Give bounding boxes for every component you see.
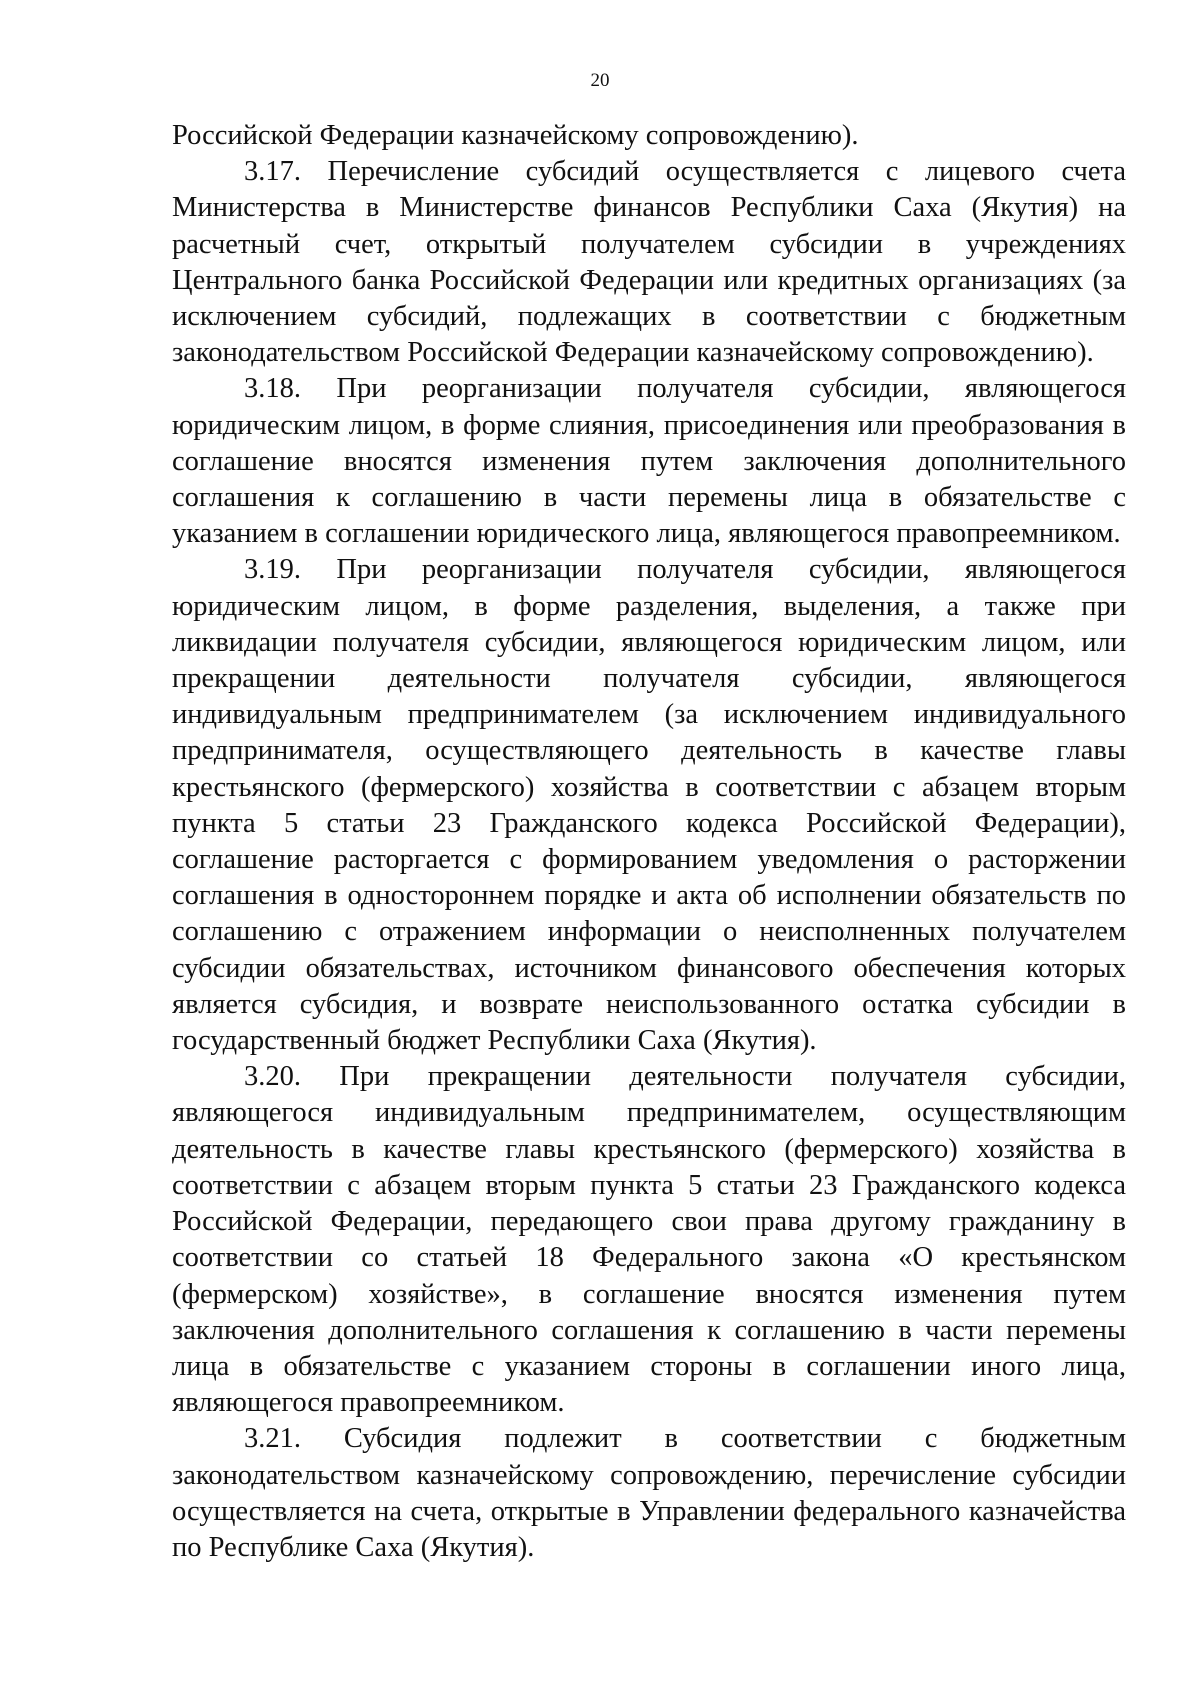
paragraph-3-17: 3.17. Перечисление субсидий осуществляется с лицевого счета Министерства в Министерстве финансов Республики Саха (Якутия) на расчетный счет, открытый получателем субсидии в учреждениях Центрального банка Российской Федерации или кредитных организациях (за исключением субсидий, подлежащих в соответствии с бюджетным законодательством Российской Федерации казначейскому сопровождению). [172, 156, 1126, 369]
paragraph-3-21: 3.21. Субсидия подлежит в соответствии с бюджетным законодательством казначейскому сопровождению, перечисление субсидии осуществляется на счета, открытые в Управлении федерального казначейства по Республике Саха (Якутия). [172, 1423, 1126, 1563]
document-body [172, 118, 1126, 1566]
paragraph-continuation: Российской Федерации казначейскому сопровождению). [172, 120, 859, 151]
paragraph-3-20: 3.20. При прекращении деятельности получателя субсидии, являющегося индивидуальным предпринимателем, осуществляющим деятельность в качестве главы крестьянского (фермерского) хозяйства в соответствии с абзацем вторым пункта 5 статьи 23 Гражданского кодекса Российской Федерации, передающего свои права другому гражданину в соответствии со статьей 18 Федерального закона «О крестьянском (фермерском) хозяйстве», в соглашение вносятся изменения путем заключения дополнительного соглашения к соглашению в части перемены лица в обязательстве с указанием стороны в соглашении иного лица, являющегося правопреемником. [172, 1061, 1126, 1419]
paragraph-3-18: 3.18. При реорганизации получателя субсидии, являющегося юридическим лицом, в форме слияния, присоединения или преобразования в соглашение вносятся изменения путем заключения дополнительного соглашения к соглашению в части перемены лица в обязательстве с указанием в соглашении юридического лица, являющегося правопреемником. [172, 373, 1126, 550]
page-number: 20 [590, 70, 610, 91]
paragraph-3-19: 3.19. При реорганизации получателя субсидии, являющегося юридическим лицом, в форме разделения, выделения, а также при ликвидации получателя субсидии, являющегося юридическим лицом, или прекращении деятельности получателя субсидии, являющегося индивидуальным предпринимателем (за исключением индивидуального предпринимателя, осуществляющего деятельность в качестве главы крестьянского (фермерского) хозяйства в соответствии с абзацем вторым пункта 5 статьи 23 Гражданского кодекса Российской Федерации), соглашение расторгается с формированием уведомления о расторжении соглашения в одностороннем порядке и акта об исполнении обязательств по соглашению с отражением информации о неисполненных получателем субсидии обязательствах, источником финансового обеспечения которых является субсидия, и возврате неиспользованного остатка субсидии в государственный бюджет Республики Саха (Якутия). [172, 554, 1126, 1057]
